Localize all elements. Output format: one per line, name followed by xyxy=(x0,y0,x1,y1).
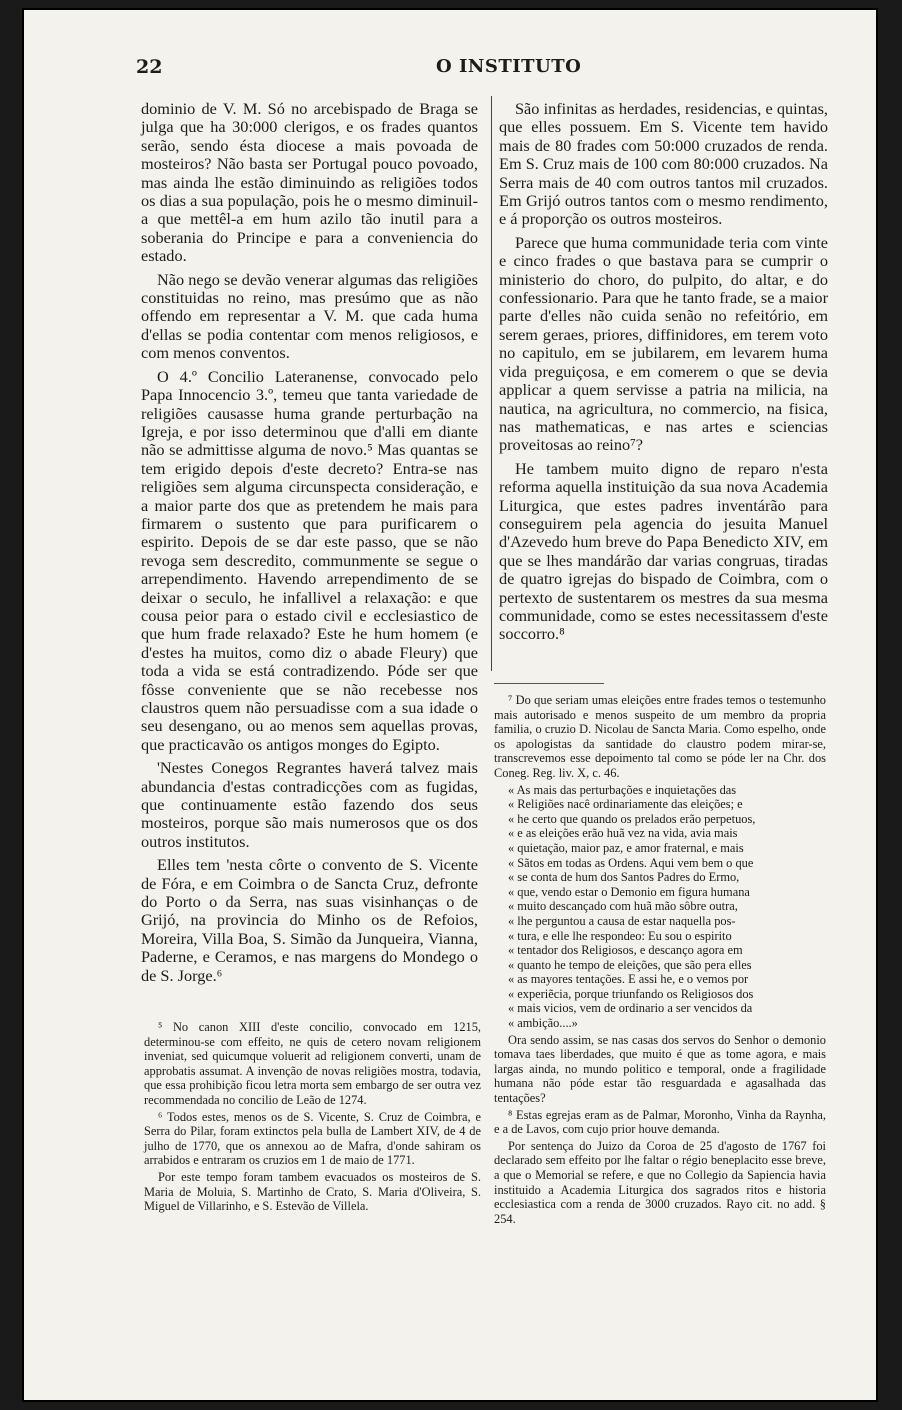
quote-line: « que, vendo estar o Demonio em figura humana xyxy=(508,884,750,899)
block-quote xyxy=(508,783,826,1031)
quote-line: « e as eleições erão huã vez na vida, avia mais xyxy=(508,826,738,841)
quote-line: « lhe perguntou a causa de estar naquella pos- xyxy=(508,913,736,928)
quote-line: « muito descançado com huã mão sôbre outra, xyxy=(508,899,738,914)
left-column xyxy=(141,100,478,990)
quote-line: « ambição....» xyxy=(508,1016,578,1031)
quote-line: « Religiões nacê ordinariamente das eleições; e xyxy=(508,797,743,812)
paragraph: O 4.º Concilio Lateranense, convocado pelo Papa Innocencio 3.º, temeu que tanta variedade de religiões causasse huma grande perturbação na Igreja, e por isso determinou que d'alli em diante não se admittisse alguma de novo.⁵ Mas quantas se tem erigido depois d'este decreto? Entra-se nas religiões sem alguma circunspecta consideração, e a maior parte dos que as pretendem he mais para firmarem o sustento que para purificarem o espirito. Depois de se dar este passo, que se não revoga sem descredito, communmente se segue o arrependimento. Havendo arrependimento de se deixar o seculo, he infallivel a relaxação: e que cousa peior para o estado civil e ecclesiastico de que hum frade relaxado? Este he hum homem (e d'estes ha muitos, como diz o abade Fleury) que toda a vida se está contradizendo. Póde ser que fôsse conveniente que se não recebesse nos claustros quem não persuadisse com a sua idade o seu desengano, ou ao menos sem aquellas provas, que practicavão os antigos monges do Egipto. xyxy=(141,366,478,754)
left-footnotes xyxy=(144,1020,481,1216)
quote-line: « quanto he tempo de eleições, que são pera elles xyxy=(508,957,752,972)
paragraph: dominio de V. M. Só no arcebispado de Braga se julga que ha 30:000 clerigos, e os frades quantos serão, sendo ésta diocese a mais povoada de mosteiros? Não basta ser Portugal pouco povoado, mas ainda lhe estão diminuindo as religiões todos os dias a sua população, pois he o mesmo diminuil-a que mettêl-a em hum azilo tão inutil para a soberania do Principe e para a conveniencia do estado. xyxy=(141,99,478,266)
paragraph: São infinitas as herdades, residencias, e quintas, que elles possuem. Em S. Vicente tem havido mais de 80 frades com 50:000 cruzados de renda. Em S. Cruz mais de 100 com 80:000 cruzados. Na Serra mais de 40 com outros tantos mil cruzados. Em Grijó outros tantos com o mesmo rendimento, e á proporção os outros mosteiros. xyxy=(499,99,828,229)
quote-line: « tentador dos Religiosos, e descanço agora em xyxy=(508,943,743,958)
quote-line: « tura, e elle lhe respondeo: Eu sou o espirito xyxy=(508,928,732,943)
right-footnotes xyxy=(494,693,826,1228)
footnote: Por este tempo foram tambem evacuados os mosteiros de S. Maria de Moluia, S. Martinho de Crato, S. Maria d'Oliveira, S. Miguel de Villarinho, e S. Estevão de Villela. xyxy=(144,1169,481,1214)
quote-line: « as mayores tentações. E assi he, e o vemos por xyxy=(508,972,749,987)
quote-line: « Sãtos em todas as Ordens. Aqui vem bem o que xyxy=(508,855,754,870)
footnote: ⁸ Estas egrejas eram as de Palmar, Moronho, Vinha da Raynha, e a de Lavos, com cujo prior houve demanda. xyxy=(494,1107,826,1137)
footnote: ⁵ No canon XIII d'este concilio, convocado em 1215, determinou-se com effeito, ne quis de cetero novam religionem inveniat, sed quicumque voluerit ad religionem converti, unam de approbatis assumat. A invenção de novas religiões mostra, todavia, que essa prohibição ficou letra morta sem embargo de ser outra vez recommendada no concilio de Leão de 1274. xyxy=(144,1020,481,1107)
quote-line: « quietação, maior paz, e amor fraternal, e mais xyxy=(508,840,744,855)
footnote: ⁷ Do que seriam umas eleições entre frades temos o testemunho mais autorisado e menos suspeito de um membro da propria familia, o cruzio D. Nicolau de Sancta Maria. Como espelho, onde os apologistas da santidade do claustro podem mirar-se, transcrevemos esse depoimento tal como se póde ler na Chr. dos Coneg. Reg. liv. X, c. 46. xyxy=(494,693,826,780)
paragraph: Parece que huma communidade teria com vinte e cinco frades o que bastava para se cumprir o ministerio do choro, do pulpito, do altar, e do confessionario. Para que he tanto frade, se a maior parte d'elles não cuida senão no refeitório, em serem geraes, priores, diffinidores, em terem voto no capitulo, em se jubilarem, em levarem huma vida preguiçosa, e em comerem o que se devia applicar a quem servisse a patria na milicia, na nautica, na agricultura, no commercio, na fisica, nas mathematicas, e nas artes e sciencias proveitosas ao reino⁷? xyxy=(499,232,828,455)
quote-line: « he certo que quando os prelados erão perpetuos, xyxy=(508,811,756,826)
quote-line: « experiẽcia, porque triunfando os Religiosos dos xyxy=(508,986,754,1001)
column-divider xyxy=(491,96,492,671)
page-header xyxy=(136,56,736,86)
footnote: ⁶ Todos estes, menos os de S. Vicente, S. Cruz de Coimbra, e Serra do Pilar, foram extinctos pela bulla de Lambert XIV, de 4 de julho de 1770, que os annexou ao de Mafra, d'onde sahiram os arrabidos e entraram os cruzios em 1 de maio de 1771. xyxy=(144,1109,481,1168)
paragraph: Elles tem 'nesta côrte o convento de S. Vicente de Fóra, e em Coimbra o de Sancta Cruz, defronte do Porto o da Serra, nas suas visinhanças o de Grijó, na provincia do Minho os de Refoios, Moreira, Villa Boa, S. Simão da Junqueira, Vianna, Paderne, e Ceramos, e nas margens do Mondego o de S. Jorge.⁶ xyxy=(141,855,478,985)
footnote: Por sentença do Juizo da Coroa de 25 d'agosto de 1767 foi declarado sem effeito por lhe faltar o régio beneplacito esse breve, a que o Memorial se refere, e que no Collegio da Sapiencia havia instituido a Academia Liturgica dos sagrados ritos e historia ecclesiastica com a renda de 3000 cruzados. Rayo cit. no add. § 254. xyxy=(494,1138,826,1226)
running-title: O INSTITUTO xyxy=(436,56,582,77)
right-column xyxy=(499,100,828,649)
paragraph: Não nego se devão venerar algumas das religiões constituidas no reino, mas presúmo que as não offendo em representar a V. M. que cada huma d'ellas se podia contentar com menos religiosos, e com menos conventos. xyxy=(141,269,478,363)
footnote: Ora sendo assim, se nas casas dos servos do Senhor o demonio tomava taes liberdades, que muito é que as tome agora, e mais largas ainda, no mundo politico e temporal, onde a fragilidade humana não póde estar tão resguardada e agasalhada das tentações? xyxy=(494,1032,826,1106)
quote-line: « mais vicios, vem de ordinario a ser vencidos da xyxy=(508,1001,753,1016)
paragraph: 'Nestes Conegos Regrantes haverá talvez mais abundancia d'estas contradicções com as fugidas, que continuamente estão fazendo dos seus mosteiros, porque são mais numerosos que os dos outros institutos. xyxy=(141,758,478,851)
quote-line: « As mais das perturbações e inquietações das xyxy=(508,782,737,797)
paragraph: He tambem muito digno de reparo n'esta reforma aquella instituição da sua nova Academia Liturgica, que estes padres inventárão para conseguirem pela agencia do jesuita Manuel d'Azevedo hum breve do Papa Benedicto XIV, em que se lhes mandárão dar varias congruas, tiradas de quatro igrejas do bispado de Coimbra, com o pertexto de sustentarem os mestres da sua mesma communidade, como se estes necessitassem d'este soccorro.⁸ xyxy=(499,458,828,644)
quote-line: « se conta de hum dos Santos Padres do Ermo, xyxy=(508,870,740,885)
footnote-rule xyxy=(494,683,604,684)
page-number: 22 xyxy=(136,56,163,78)
